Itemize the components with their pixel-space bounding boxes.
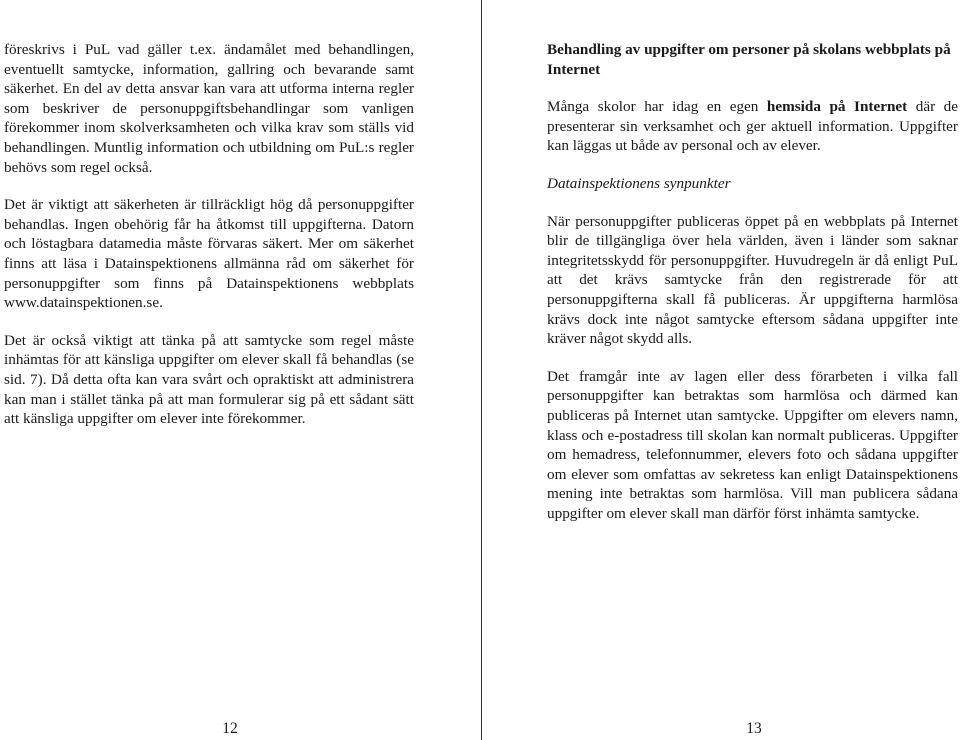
left-page-text: [4, 40, 414, 447]
right-intro-paragraph: [547, 97, 958, 156]
right-paragraph-1: När personuppgifter publiceras öppet på en webbplats på Internet blir de tillgängliga över hela världen, även i länder som saknar integritetsskydd för personuppgifter. Huvudregeln är då enligt PuL att det krävs samtycke från den registrerade för att personuppgifterna skall få publiceras. Är uppgifterna harmlösa krävs dock inte något samtycke eftersom sådana uppgifter inte kräver något skydd alls.: [547, 212, 958, 348]
left-paragraph-2: Det är viktigt att säkerheten är tillräckligt hög då personuppgifter behandlas. Ingen obehörig får ha åtkomst till uppgifterna. Datorn och löstagbara datamedia måste förvaras säkert. Mer om säkerhet finns att läsa i Datainspektionens allmänna råd om säkerhet för personuppgifter som finns på Datainspektionens webbplats www.datainspektionen.se.: [4, 196, 414, 312]
section-heading: Behandling av uppgifter om personer på skolans webbplats på Internet: [547, 41, 951, 78]
page-divider: [481, 0, 482, 740]
intro-text-end: där de presenterar sin verksamhet och ger aktuell information. Uppgifter kan läggas ut både av personal och av elever.: [547, 98, 959, 155]
right-paragraph-2: Det framgår inte av lagen eller dess förarbeten i vilka fall personuppgifter kan betraktas som harmlösa och därmed kan publiceras på Internet utan samtycke. Uppgifter om elevers namn, klass och e-postadress till skolan kan normalt publiceras. Uppgifter om hemadress, telefonnummer, elevers foto och sådana uppgifter om elever som omfattas av sekretess kan enligt Datainspektionens mening inte betraktas som harmlösa. Vill man publicera sådana uppgifter om elever skall man därför först inhämta samtycke.: [547, 367, 958, 522]
right-page-text: [547, 40, 958, 541]
left-paragraph-3: Det är också viktigt att tänka på att samtycke som regel måste inhämtas för att känsliga uppgifter om elever skall få behandlas (se sid. 7). Då detta ofta kan vara svårt och opraktiskt att administrera kan man i stället tänka på att man formulerar sig på ett sådant sätt att känsliga uppgifter om elever inte förekommer.: [4, 331, 414, 428]
section-subheading: Datainspektionens synpunkter: [547, 174, 731, 192]
left-page-number: 12: [222, 720, 238, 737]
intro-bold-phrase: hemsida på Internet: [766, 98, 908, 116]
right-page-number: 13: [746, 720, 762, 737]
intro-text-start: Många skolor har idag en egen: [547, 98, 767, 116]
left-paragraph-1: föreskrivs i PuL vad gäller t.ex. ändamålet med behandlingen, eventuellt samtycke, information, gallring och bevarande samt säkerhet. En del av detta ansvar kan vara att utforma interna regler som beskriver de personuppgiftsbehandlingar som vanligen förekommer inom skolverksamheten och vilka krav som ställs vid behandlingen. Muntlig information och utbildning om PuL:s regler behövs som regel också.: [4, 41, 414, 176]
